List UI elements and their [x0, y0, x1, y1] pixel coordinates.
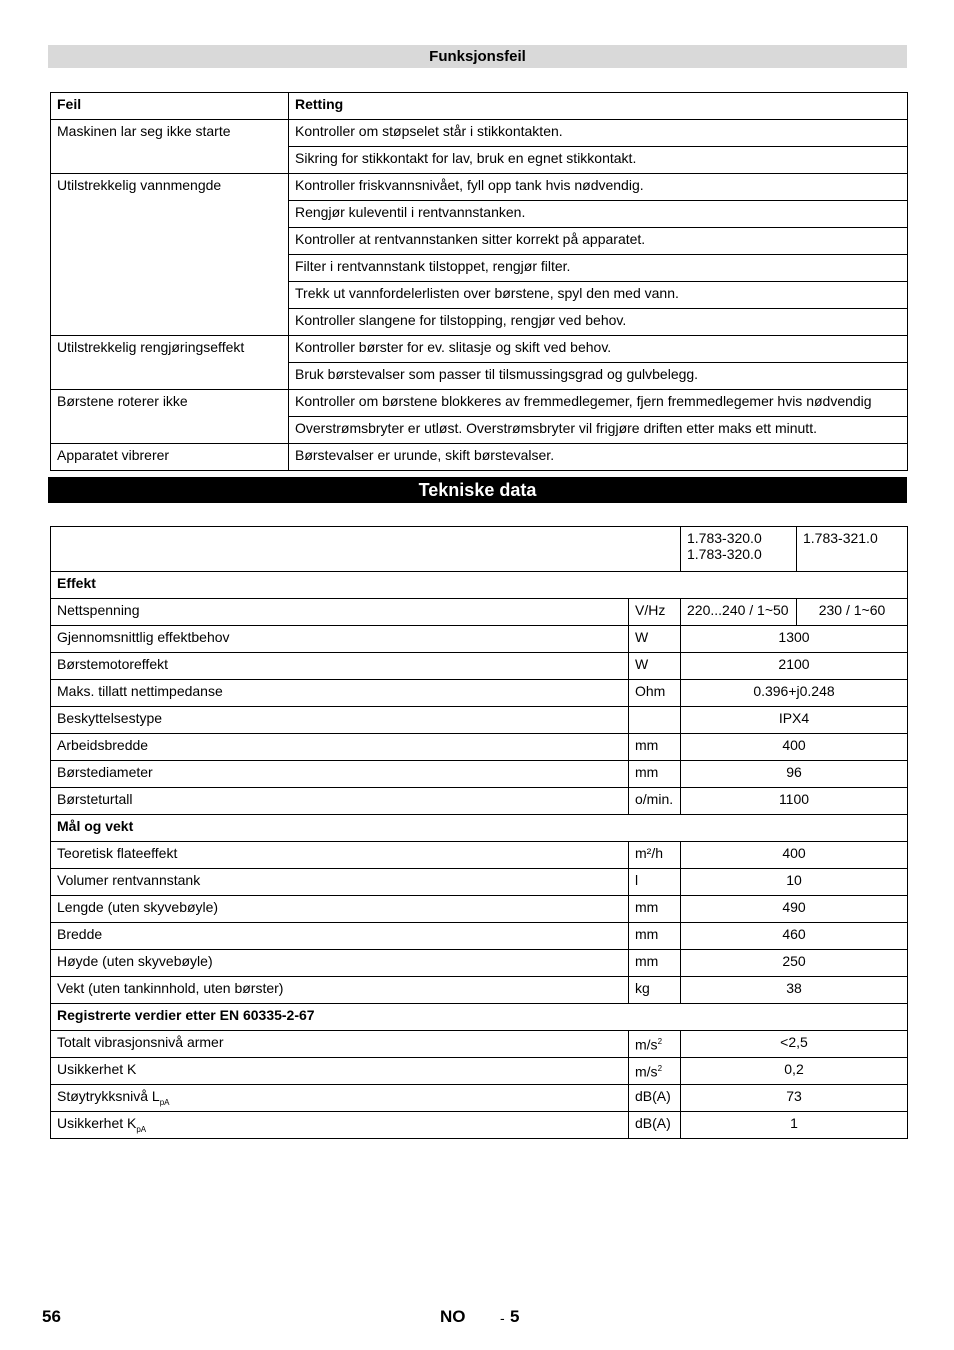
table-row	[51, 626, 908, 653]
row-value: 400	[681, 734, 908, 761]
row-value: 1100	[681, 788, 908, 815]
row-unit: mm	[629, 950, 681, 977]
row-value: 1	[681, 1112, 908, 1139]
model-header-row	[51, 527, 908, 572]
table-row	[51, 120, 908, 147]
row-label: Teoretisk flateeffekt	[51, 842, 629, 869]
row-value: 460	[681, 923, 908, 950]
tech-table	[50, 526, 908, 1139]
fault-cell: Utilstrekkelig vannmengde	[51, 174, 289, 336]
row-label: Totalt vibrasjonsnivå armer	[51, 1031, 629, 1058]
fault-cell: Apparatet vibrerer	[51, 444, 289, 471]
row-value: 0.396+j0.248	[681, 680, 908, 707]
row-label: Lengde (uten skyvebøyle)	[51, 896, 629, 923]
row-label	[51, 1085, 629, 1112]
unit-sup: 2	[657, 1064, 663, 1073]
fix-cell: Kontroller at rentvannstanken sitter korrekt på apparatet.	[289, 228, 908, 255]
row-value-model-1: 220...240 / 1~50	[681, 599, 797, 626]
row-unit: l	[629, 869, 681, 896]
table-row	[51, 1031, 908, 1058]
row-unit: mm	[629, 761, 681, 788]
section-row	[51, 815, 908, 842]
fix-cell: Kontroller slangene for tilstopping, rengjør ved behov.	[289, 309, 908, 336]
row-label: Beskyttelsestype	[51, 707, 629, 734]
fix-cell: Filter i rentvannstank tilstoppet, rengjør filter.	[289, 255, 908, 282]
table-row	[51, 680, 908, 707]
row-value: 2100	[681, 653, 908, 680]
row-label: Arbeidsbredde	[51, 734, 629, 761]
row-unit: o/min.	[629, 788, 681, 815]
label-sub: pA	[136, 1124, 147, 1134]
unit-text: m/s	[635, 1036, 658, 1053]
label-text: Støytrykksnivå L	[57, 1088, 160, 1104]
row-label: Børsteturtall	[51, 788, 629, 815]
language-code: NO	[440, 1307, 466, 1326]
row-unit: V/Hz	[629, 599, 681, 626]
row-label: Volumer rentvannstank	[51, 869, 629, 896]
row-unit: W	[629, 653, 681, 680]
fault-cell: Utilstrekkelig rengjøringseffekt	[51, 336, 289, 390]
row-label: Høyde (uten skyvebøyle)	[51, 950, 629, 977]
row-value: 400	[681, 842, 908, 869]
row-value: IPX4	[681, 707, 908, 734]
row-label: Maks. tillatt nettimpedanse	[51, 680, 629, 707]
table-row	[51, 444, 908, 471]
row-label: Bredde	[51, 923, 629, 950]
table-row	[51, 653, 908, 680]
row-label: Gjennomsnittlig effektbehov	[51, 626, 629, 653]
row-label: Vekt (uten tankinnhold, uten børster)	[51, 977, 629, 1004]
fault-section-heading: Funksjonsfeil	[48, 45, 907, 68]
row-label: Børstediameter	[51, 761, 629, 788]
table-row	[51, 1085, 908, 1112]
row-unit: dB(A)	[629, 1085, 681, 1112]
fault-cell: Maskinen lar seg ikke starte	[51, 120, 289, 174]
model-2-cell: 1.783-321.0	[797, 527, 908, 572]
row-label: Nettspenning	[51, 599, 629, 626]
table-row	[51, 734, 908, 761]
row-value: 10	[681, 869, 908, 896]
col-header-retting: Retting	[289, 93, 908, 120]
row-value: 490	[681, 896, 908, 923]
table-row	[51, 896, 908, 923]
table-row	[51, 977, 908, 1004]
section-row	[51, 572, 908, 599]
unit-sup: 2	[657, 1037, 663, 1046]
tech-section-heading: Tekniske data	[48, 477, 907, 503]
row-value: 1300	[681, 626, 908, 653]
row-unit: mm	[629, 896, 681, 923]
row-unit: W	[629, 626, 681, 653]
fix-cell: Kontroller børster for ev. slitasje og skift ved behov.	[289, 336, 908, 363]
row-unit	[629, 1031, 681, 1058]
fix-cell: Rengjør kuleventil i rentvannstanken.	[289, 201, 908, 228]
fault-table	[50, 92, 908, 471]
row-value: 250	[681, 950, 908, 977]
page-number: 56	[42, 1307, 61, 1326]
fix-cell: Kontroller friskvannsnivået, fyll opp tank hvis nødvendig.	[289, 174, 908, 201]
row-unit: dB(A)	[629, 1112, 681, 1139]
unit-text: m/s	[635, 1063, 658, 1080]
fix-cell: Sikring for stikkontakt for lav, bruk en egnet stikkontakt.	[289, 147, 908, 174]
row-label	[51, 1112, 629, 1139]
row-value: 0,2	[681, 1058, 908, 1085]
fix-cell: Kontroller om støpselet står i stikkontakten.	[289, 120, 908, 147]
blank-cell	[51, 527, 681, 572]
row-value: 73	[681, 1085, 908, 1112]
fault-cell: Børstene roterer ikke	[51, 390, 289, 444]
row-label: Børstemotoreffekt	[51, 653, 629, 680]
fix-cell: Trekk ut vannfordelerlisten over børstene, spyl den med vann.	[289, 282, 908, 309]
section-maal: Mål og vekt	[51, 815, 908, 842]
fix-cell: Bruk børstevalser som passer til tilsmussingsgrad og gulvbelegg.	[289, 363, 908, 390]
table-row	[51, 950, 908, 977]
fix-cell: Børstevalser er urunde, skift børstevalser.	[289, 444, 908, 471]
row-unit: mm	[629, 734, 681, 761]
row-unit	[629, 707, 681, 734]
table-row	[51, 923, 908, 950]
sub-page-number: 5	[510, 1307, 520, 1326]
row-unit	[629, 1058, 681, 1085]
fix-cell: Kontroller om børstene blokkeres av fremmedlegemer, fjern fremmedlegemer hvis nødvendig	[289, 390, 908, 417]
table-row	[51, 336, 908, 363]
section-registrerte: Registrerte verdier etter EN 60335-2-67	[51, 1004, 908, 1031]
row-value: 38	[681, 977, 908, 1004]
table-row	[51, 842, 908, 869]
col-header-feil: Feil	[51, 93, 289, 120]
row-value-model-2: 230 / 1~60	[797, 599, 908, 626]
table-row	[51, 1058, 908, 1085]
section-row	[51, 1004, 908, 1031]
model-1-line2: 1.783-320.0	[687, 546, 762, 562]
row-value: 96	[681, 761, 908, 788]
row-unit: Ohm	[629, 680, 681, 707]
row-unit: mm	[629, 923, 681, 950]
table-row	[51, 869, 908, 896]
label-text: Usikkerhet K	[57, 1115, 137, 1131]
table-row	[51, 707, 908, 734]
table-row	[51, 761, 908, 788]
row-value: <2,5	[681, 1031, 908, 1058]
row-unit: m²/h	[629, 842, 681, 869]
row-label: Usikkerhet K	[51, 1058, 629, 1085]
table-row	[51, 1112, 908, 1139]
label-sub: pA	[159, 1097, 170, 1107]
table-row	[51, 788, 908, 815]
table-row	[51, 390, 908, 417]
table-header-row	[51, 93, 908, 120]
fix-cell: Overstrømsbryter er utløst. Overstrømsbryter vil frigjøre driften etter maks ett minutt.	[289, 417, 908, 444]
footer-dash: -	[500, 1310, 505, 1326]
row-unit: kg	[629, 977, 681, 1004]
section-effekt: Effekt	[51, 572, 908, 599]
model-1-line1: 1.783-320.0	[687, 530, 762, 546]
model-1-cell	[681, 527, 797, 572]
table-row	[51, 599, 908, 626]
table-row	[51, 174, 908, 201]
